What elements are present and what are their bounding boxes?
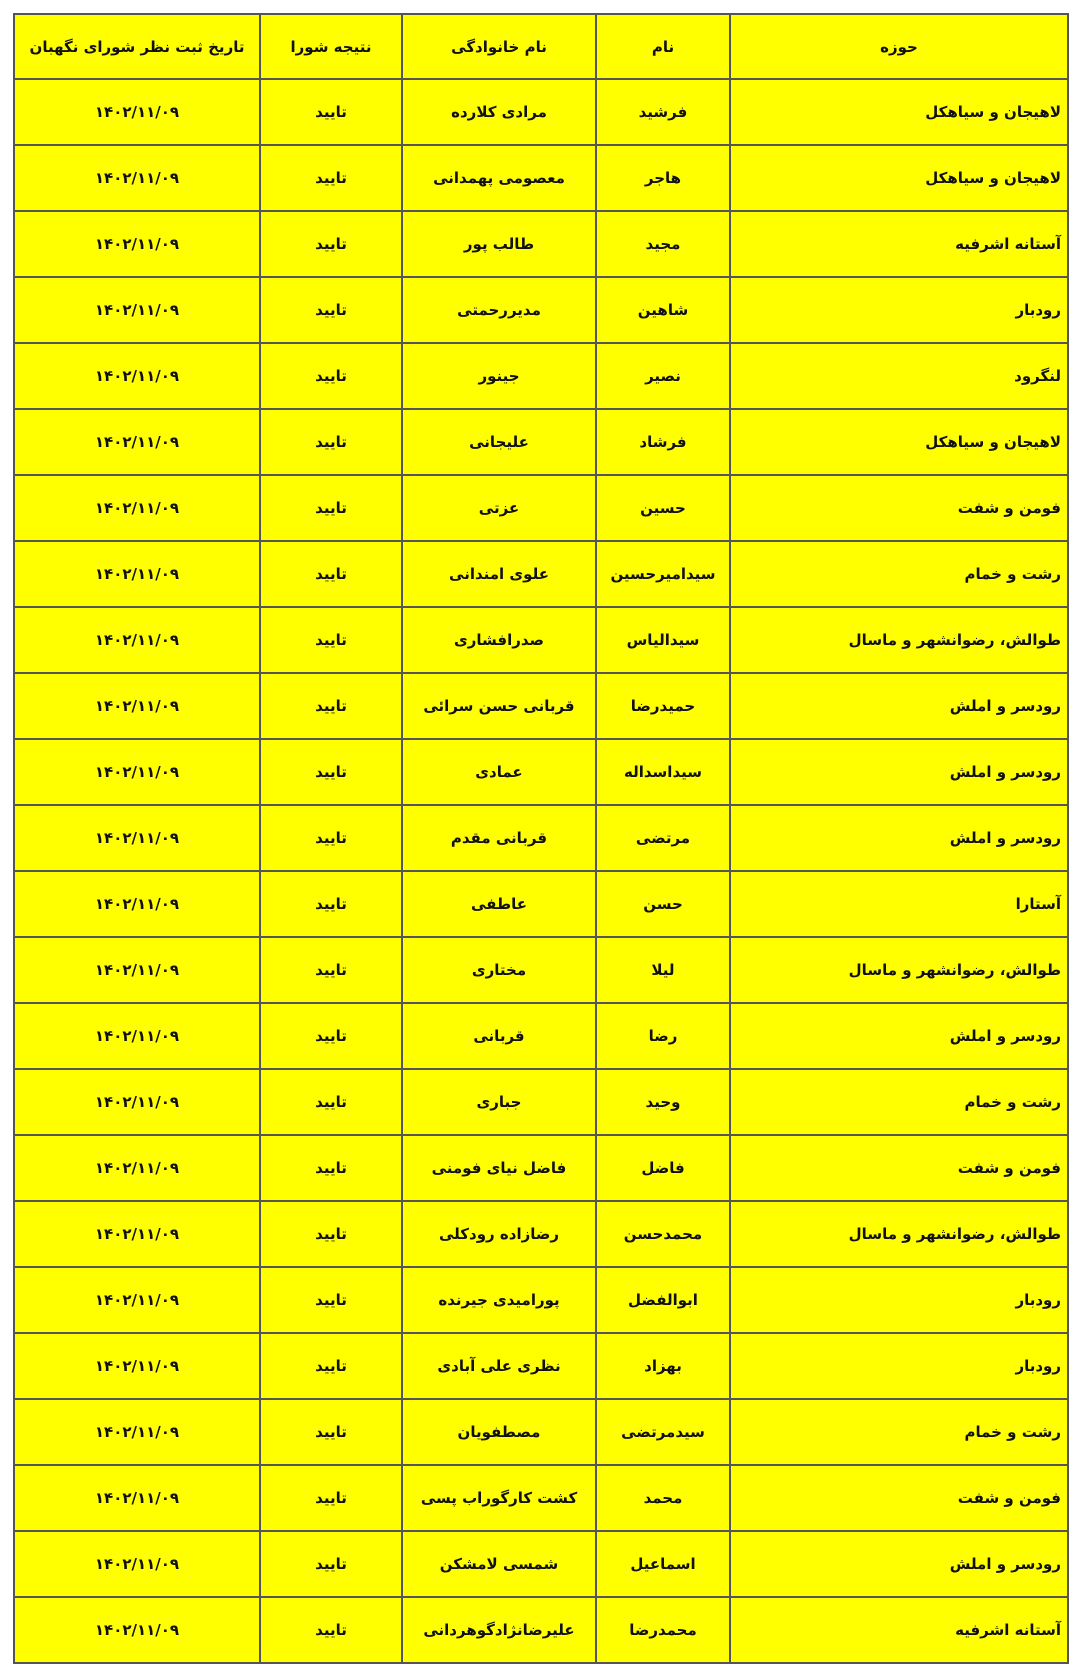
cell-last-name: مختاری: [402, 937, 596, 1003]
cell-region: رودسر و املش: [730, 673, 1068, 739]
cell-last-name: مرادی کلارده: [402, 79, 596, 145]
cell-first-name: محمد: [596, 1465, 730, 1531]
cell-last-name: مصطفویان: [402, 1399, 596, 1465]
cell-last-name: قربانی مقدم: [402, 805, 596, 871]
cell-region: رودسر و املش: [730, 1003, 1068, 1069]
cell-last-name: کشت کارگوراب پسی: [402, 1465, 596, 1531]
header-last-name: نام خانوادگی: [402, 14, 596, 79]
cell-region: فومن و شفت: [730, 1135, 1068, 1201]
table-row: [14, 805, 1068, 871]
table-row: [14, 1069, 1068, 1135]
cell-region: رودسر و املش: [730, 1531, 1068, 1597]
cell-date: ۱۴۰۲/۱۱/۰۹: [14, 805, 260, 871]
cell-first-name: رضا: [596, 1003, 730, 1069]
cell-result: تایید: [260, 673, 402, 739]
table-row: [14, 541, 1068, 607]
cell-date: ۱۴۰۲/۱۱/۰۹: [14, 79, 260, 145]
cell-region: رودبار: [730, 1333, 1068, 1399]
header-region: حوزه: [730, 14, 1068, 79]
cell-result: تایید: [260, 1003, 402, 1069]
cell-region: طوالش، رضوانشهر و ماسال: [730, 1201, 1068, 1267]
cell-first-name: شاهین: [596, 277, 730, 343]
cell-first-name: سیداسداله: [596, 739, 730, 805]
cell-result: تایید: [260, 937, 402, 1003]
header-result: نتیجه شورا: [260, 14, 402, 79]
cell-date: ۱۴۰۲/۱۱/۰۹: [14, 1201, 260, 1267]
cell-date: ۱۴۰۲/۱۱/۰۹: [14, 1531, 260, 1597]
cell-date: ۱۴۰۲/۱۱/۰۹: [14, 145, 260, 211]
cell-region: رشت و خمام: [730, 541, 1068, 607]
cell-region: لاهیجان و سیاهکل: [730, 145, 1068, 211]
cell-first-name: سیدمرتضی: [596, 1399, 730, 1465]
cell-first-name: محمدرضا: [596, 1597, 730, 1663]
cell-last-name: معصومی پهمدانی: [402, 145, 596, 211]
table-row: [14, 673, 1068, 739]
table-row: [14, 1267, 1068, 1333]
header-first-name: نام: [596, 14, 730, 79]
cell-last-name: علیرضانژادگوهردانی: [402, 1597, 596, 1663]
cell-result: تایید: [260, 343, 402, 409]
cell-last-name: جینور: [402, 343, 596, 409]
cell-last-name: قربانی حسن سرائی: [402, 673, 596, 739]
cell-last-name: پورامیدی جیرنده: [402, 1267, 596, 1333]
cell-date: ۱۴۰۲/۱۱/۰۹: [14, 211, 260, 277]
table-row: [14, 145, 1068, 211]
cell-last-name: قربانی: [402, 1003, 596, 1069]
cell-result: تایید: [260, 475, 402, 541]
table-row: [14, 409, 1068, 475]
cell-last-name: طالب پور: [402, 211, 596, 277]
cell-first-name: وحید: [596, 1069, 730, 1135]
cell-region: رودسر و املش: [730, 805, 1068, 871]
cell-region: رشت و خمام: [730, 1399, 1068, 1465]
cell-first-name: فرشید: [596, 79, 730, 145]
cell-region: طوالش، رضوانشهر و ماسال: [730, 937, 1068, 1003]
table-row: [14, 277, 1068, 343]
cell-date: ۱۴۰۲/۱۱/۰۹: [14, 343, 260, 409]
table-row: [14, 475, 1068, 541]
cell-last-name: صدرافشاری: [402, 607, 596, 673]
cell-date: ۱۴۰۲/۱۱/۰۹: [14, 475, 260, 541]
cell-last-name: مدیررحمتی: [402, 277, 596, 343]
cell-result: تایید: [260, 739, 402, 805]
table-row: [14, 1135, 1068, 1201]
header-date: تاریخ ثبت نظر شورای نگهبان: [14, 14, 260, 79]
cell-result: تایید: [260, 277, 402, 343]
cell-first-name: حمیدرضا: [596, 673, 730, 739]
cell-result: تایید: [260, 541, 402, 607]
table-row: [14, 1597, 1068, 1663]
cell-first-name: فاضل: [596, 1135, 730, 1201]
cell-region: رودسر و املش: [730, 739, 1068, 805]
cell-first-name: اسماعیل: [596, 1531, 730, 1597]
cell-result: تایید: [260, 1069, 402, 1135]
cell-first-name: محمدحسن: [596, 1201, 730, 1267]
cell-date: ۱۴۰۲/۱۱/۰۹: [14, 871, 260, 937]
table-row: [14, 937, 1068, 1003]
cell-date: ۱۴۰۲/۱۱/۰۹: [14, 409, 260, 475]
cell-result: تایید: [260, 145, 402, 211]
cell-result: تایید: [260, 409, 402, 475]
cell-date: ۱۴۰۲/۱۱/۰۹: [14, 1597, 260, 1663]
cell-first-name: بهزاد: [596, 1333, 730, 1399]
cell-first-name: لیلا: [596, 937, 730, 1003]
cell-result: تایید: [260, 79, 402, 145]
table-body: [14, 79, 1068, 1663]
cell-date: ۱۴۰۲/۱۱/۰۹: [14, 607, 260, 673]
cell-first-name: مرتضی: [596, 805, 730, 871]
cell-region: آستانه اشرفیه: [730, 211, 1068, 277]
cell-result: تایید: [260, 871, 402, 937]
cell-last-name: عزتی: [402, 475, 596, 541]
cell-region: رودبار: [730, 1267, 1068, 1333]
table-row: [14, 79, 1068, 145]
cell-date: ۱۴۰۲/۱۱/۰۹: [14, 277, 260, 343]
cell-first-name: سیدامیرحسین: [596, 541, 730, 607]
table-row: [14, 871, 1068, 937]
cell-last-name: جباری: [402, 1069, 596, 1135]
cell-result: تایید: [260, 1135, 402, 1201]
candidates-table: [13, 13, 1069, 1664]
cell-date: ۱۴۰۲/۱۱/۰۹: [14, 1267, 260, 1333]
cell-last-name: علوی امندانی: [402, 541, 596, 607]
cell-date: ۱۴۰۲/۱۱/۰۹: [14, 1399, 260, 1465]
cell-date: ۱۴۰۲/۱۱/۰۹: [14, 1465, 260, 1531]
cell-region: آستارا: [730, 871, 1068, 937]
cell-result: تایید: [260, 805, 402, 871]
cell-result: تایید: [260, 1597, 402, 1663]
cell-region: لنگرود: [730, 343, 1068, 409]
table-row: [14, 211, 1068, 277]
header-row: [14, 14, 1068, 79]
table-row: [14, 1003, 1068, 1069]
cell-region: رودبار: [730, 277, 1068, 343]
cell-first-name: سیدالیاس: [596, 607, 730, 673]
table-row: [14, 1399, 1068, 1465]
cell-region: طوالش، رضوانشهر و ماسال: [730, 607, 1068, 673]
cell-date: ۱۴۰۲/۱۱/۰۹: [14, 673, 260, 739]
table-row: [14, 739, 1068, 805]
cell-region: رشت و خمام: [730, 1069, 1068, 1135]
cell-last-name: عمادی: [402, 739, 596, 805]
table-row: [14, 1201, 1068, 1267]
cell-region: فومن و شفت: [730, 1465, 1068, 1531]
cell-region: آستانه اشرفیه: [730, 1597, 1068, 1663]
cell-last-name: فاضل نیای فومنی: [402, 1135, 596, 1201]
table-row: [14, 343, 1068, 409]
table-row: [14, 1465, 1068, 1531]
cell-first-name: هاجر: [596, 145, 730, 211]
cell-region: لاهیجان و سیاهکل: [730, 409, 1068, 475]
cell-date: ۱۴۰۲/۱۱/۰۹: [14, 1003, 260, 1069]
cell-date: ۱۴۰۲/۱۱/۰۹: [14, 1135, 260, 1201]
document-sheet: [13, 13, 1067, 1639]
cell-last-name: عاطفی: [402, 871, 596, 937]
table-row: [14, 1531, 1068, 1597]
cell-result: تایید: [260, 1267, 402, 1333]
cell-first-name: نصیر: [596, 343, 730, 409]
cell-date: ۱۴۰۲/۱۱/۰۹: [14, 541, 260, 607]
cell-last-name: علیجانی: [402, 409, 596, 475]
cell-region: لاهیجان و سیاهکل: [730, 79, 1068, 145]
cell-date: ۱۴۰۲/۱۱/۰۹: [14, 1333, 260, 1399]
cell-date: ۱۴۰۲/۱۱/۰۹: [14, 937, 260, 1003]
cell-date: ۱۴۰۲/۱۱/۰۹: [14, 739, 260, 805]
cell-result: تایید: [260, 1465, 402, 1531]
cell-first-name: مجید: [596, 211, 730, 277]
cell-first-name: فرشاد: [596, 409, 730, 475]
cell-result: تایید: [260, 1531, 402, 1597]
cell-first-name: حسن: [596, 871, 730, 937]
cell-first-name: ابوالفضل: [596, 1267, 730, 1333]
cell-result: تایید: [260, 1333, 402, 1399]
cell-result: تایید: [260, 1201, 402, 1267]
cell-result: تایید: [260, 1399, 402, 1465]
cell-date: ۱۴۰۲/۱۱/۰۹: [14, 1069, 260, 1135]
cell-region: فومن و شفت: [730, 475, 1068, 541]
cell-result: تایید: [260, 607, 402, 673]
cell-result: تایید: [260, 211, 402, 277]
table-row: [14, 607, 1068, 673]
cell-last-name: رضازاده رودکلی: [402, 1201, 596, 1267]
cell-last-name: شمسی لامشکن: [402, 1531, 596, 1597]
cell-first-name: حسین: [596, 475, 730, 541]
table-row: [14, 1333, 1068, 1399]
cell-last-name: نظری علی آبادی: [402, 1333, 596, 1399]
